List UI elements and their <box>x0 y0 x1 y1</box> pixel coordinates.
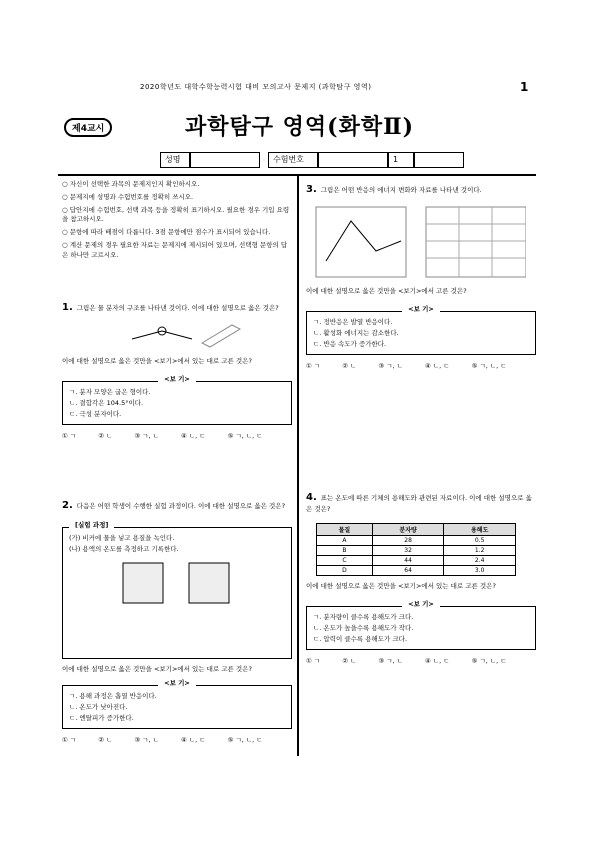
table-cell: D <box>317 565 373 575</box>
q4-text: 표는 온도에 따른 기체의 용해도와 관련된 자료이다. 이에 대한 설명으로 옳은 것은? <box>306 494 532 513</box>
solubility-table <box>316 523 516 576</box>
table-cell: 1.2 <box>444 545 516 555</box>
q1-choice-3[interactable]: ③ ㄱ, ㄴ <box>134 431 159 440</box>
molecule-figure <box>122 321 242 349</box>
q4-item: ㄱ. 분자량이 클수록 용해도가 크다. <box>313 612 414 621</box>
info-row <box>160 152 464 168</box>
q1-item: ㄴ. 결합각은 104.5°이다. <box>69 398 144 407</box>
q3-choice-2[interactable]: ② ㄴ <box>342 361 357 370</box>
q3-bogi-title: <보 기> <box>402 305 440 313</box>
q4-choice-2[interactable]: ② ㄴ <box>342 656 357 665</box>
q3-choice-5[interactable]: ⑤ ㄱ, ㄴ, ㄷ <box>471 361 507 370</box>
table-header: 분자량 <box>372 523 444 535</box>
beaker-figure <box>119 559 239 607</box>
q2-choice-3[interactable]: ③ ㄱ, ㄴ <box>134 735 159 744</box>
table-cell: 64 <box>372 565 444 575</box>
q3-choices <box>306 361 536 370</box>
table-cell: B <box>317 545 373 555</box>
table-header: 물질 <box>317 523 373 535</box>
q2-box-title: [실험 과정] <box>69 521 114 529</box>
q1-item: ㄱ. 분자 모양은 굽은 형이다. <box>69 387 151 396</box>
q3-choice-3[interactable]: ③ ㄱ, ㄴ <box>378 361 403 370</box>
exam-no-label: 수험번호 <box>268 152 318 168</box>
q2-choice-5[interactable]: ⑤ ㄱ, ㄴ, ㄷ <box>227 735 263 744</box>
q1-choices <box>62 431 292 440</box>
table-cell: 0.5 <box>444 535 516 545</box>
q1-choice-2[interactable]: ② ㄴ <box>98 431 113 440</box>
question-1 <box>62 300 292 440</box>
q3-item: ㄴ. 활성화 에너지는 감소한다. <box>313 328 399 337</box>
q1-bogi-box <box>62 374 292 425</box>
q3-bogi-box <box>306 304 536 355</box>
q4-item: ㄴ. 온도가 높을수록 용해도가 작다. <box>313 623 414 632</box>
table-row <box>317 545 516 555</box>
grade-field[interactable] <box>414 152 464 168</box>
note-item: ○ 문항에 따라 배점이 다릅니다. 3점 문항에만 점수가 표시되어 있습니다. <box>62 228 271 236</box>
q4-bogi-box <box>306 599 536 650</box>
q4-choices <box>306 656 536 665</box>
q1-sub: 이에 대한 설명으로 옳은 것만을 <보기>에서 있는 대로 고른 것은? <box>62 357 252 365</box>
note-item: ○ 계산 문제의 경우 필요한 자료는 문제지에 제시되어 있으며, 선택형 문항의 답은 하나만 고르시오. <box>62 240 288 259</box>
instructions <box>62 180 290 263</box>
q3-choice-4[interactable]: ④ ㄴ, ㄷ <box>424 361 450 370</box>
table-cell: 3.0 <box>444 565 516 575</box>
q1-bogi-title: <보 기> <box>158 375 196 383</box>
q4-choice-4[interactable]: ④ ㄴ, ㄷ <box>424 656 450 665</box>
name-label: 성명 <box>160 152 190 168</box>
q2-step: (가) 비커에 물을 넣고 용질을 녹인다. <box>69 534 175 543</box>
page-number: 1 <box>520 80 529 94</box>
q2-number: 2. <box>62 500 73 511</box>
q2-sub: 이에 대한 설명으로 옳은 것만을 <보기>에서 있는 대로 고른 것은? <box>62 665 252 673</box>
q1-item: ㄷ. 극성 분자이다. <box>69 409 122 418</box>
note-item: ○ 자신이 선택한 과목의 문제지인지 확인하시오. <box>62 180 200 188</box>
q3-item: ㄱ. 정반응은 발열 반응이다. <box>313 317 393 326</box>
table-header: 용해도 <box>444 523 516 535</box>
name-field[interactable] <box>190 152 260 168</box>
q4-sub: 이에 대한 설명으로 옳은 것만을 <보기>에서 있는 대로 고른 것은? <box>306 581 496 590</box>
q2-item: ㄷ. 엔탈피가 증가한다. <box>69 713 134 722</box>
q2-choice-2[interactable]: ② ㄴ <box>98 735 113 744</box>
table-row <box>317 555 516 565</box>
q2-experiment-box <box>62 521 292 659</box>
q3-text: 그림은 어떤 반응의 에너지 변화와 자료를 나타낸 것이다. <box>320 186 482 194</box>
q4-bogi-title: <보 기> <box>402 600 440 608</box>
table-cell: 32 <box>372 545 444 555</box>
exam-header-line: 2020학년도 대학수학능력시험 대비 모의고사 문제지 (과학탐구 영역) <box>140 83 372 91</box>
question-2 <box>62 498 292 744</box>
q2-choice-4[interactable]: ④ ㄴ, ㄷ <box>180 735 206 744</box>
period-badge: 제4교시 <box>64 118 112 137</box>
q4-choice-1[interactable]: ① ㄱ <box>306 656 321 665</box>
q2-item: ㄱ. 용해 과정은 흡열 반응이다. <box>69 691 157 700</box>
q1-number: 1. <box>62 302 73 313</box>
q1-choice-5[interactable]: ⑤ ㄱ, ㄴ, ㄷ <box>227 431 263 440</box>
column-divider <box>297 176 299 756</box>
table-cell: A <box>317 535 373 545</box>
note-item: ○ 문제지에 성명과 수험번호를 정확히 쓰시오. <box>62 192 194 201</box>
page-title: 과학탐구 영역(화학Ⅱ) <box>185 114 415 140</box>
q3-number: 3. <box>306 184 317 195</box>
exam-no-field[interactable] <box>318 152 388 168</box>
q2-choice-1[interactable]: ① ㄱ <box>62 735 77 744</box>
q2-text: 다음은 어떤 학생이 수행한 실험 과정이다. 이에 대한 설명으로 옳은 것은? <box>76 502 286 510</box>
grade-label: 1 <box>388 152 414 168</box>
q2-step: (나) 용액의 온도를 측정하고 기록한다. <box>69 545 179 554</box>
q1-choice-1[interactable]: ① ㄱ <box>62 431 77 440</box>
q2-bogi-title: <보 기> <box>158 679 196 687</box>
q2-item: ㄴ. 온도가 낮아진다. <box>69 702 128 711</box>
q1-choice-4[interactable]: ④ ㄴ, ㄷ <box>180 431 206 440</box>
q1-text: 그림은 물 분자의 구조를 나타낸 것이다. 이에 대한 설명으로 옳은 것은? <box>76 304 279 312</box>
q4-choice-3[interactable]: ③ ㄱ, ㄴ <box>378 656 403 665</box>
question-3 <box>306 182 536 370</box>
table-cell: 44 <box>372 555 444 565</box>
table-row <box>317 565 516 575</box>
question-4 <box>306 490 536 665</box>
q4-item: ㄷ. 압력이 클수록 용해도가 크다. <box>313 634 408 643</box>
q3-choice-1[interactable]: ① ㄱ <box>306 361 321 370</box>
q3-item: ㄷ. 반응 속도가 증가한다. <box>313 339 387 348</box>
table-cell: 28 <box>372 535 444 545</box>
table-cell: C <box>317 555 373 565</box>
q2-choices <box>62 735 292 744</box>
q3-sub: 이에 대한 설명으로 옳은 것만을 <보기>에서 고른 것은? <box>306 287 467 295</box>
q4-number: 4. <box>306 492 317 503</box>
note-item: ○ 답안지에 수험번호, 선택 과목 등을 정확히 표기하시오. 필요한 경우 기입 요령을 참고하시오. <box>62 205 290 224</box>
q4-choice-5[interactable]: ⑤ ㄱ, ㄴ, ㄷ <box>471 656 507 665</box>
q2-bogi-box <box>62 678 292 729</box>
energy-graph-figure <box>306 201 526 281</box>
table-cell: 2.4 <box>444 555 516 565</box>
table-row <box>317 535 516 545</box>
